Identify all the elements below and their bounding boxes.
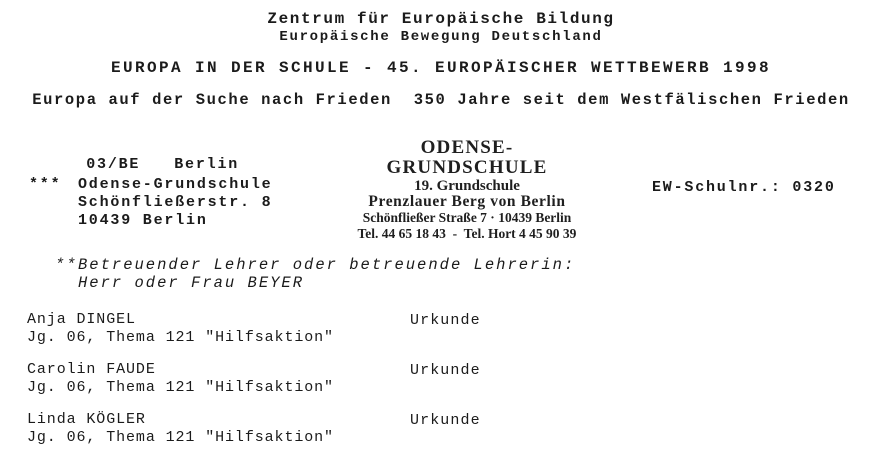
ew-school-number: EW-Schulnr.: 0320 [652,179,836,196]
school-city: 10439 Berlin [78,212,208,229]
student-detail: Jg. 06, Thema 121 "Hilfsaktion" [27,329,334,346]
student-name: Anja DINGEL [27,311,136,328]
school-marker: *** [29,176,62,193]
student-award: Urkunde [410,362,481,379]
student-name: Carolin FAUDE [27,361,156,378]
region-code: 03/BE [86,156,141,173]
teacher-note-line1: Betreuender Lehrer oder betreuende Lehrerin: [78,256,576,274]
stamp-district: Prenzlauer Berg von Berlin [368,193,566,210]
org-name-line2: Europäische Bewegung Deutschland [279,29,603,45]
teacher-note-line2: Herr oder Frau BEYER [78,274,305,292]
document-subtitle: Europa auf der Suche nach Frieden 350 Jahre seit dem Westfälischen Frieden [32,91,850,109]
school-street: Schönfließerstr. 8 [78,194,273,211]
stamp-address: Schönfließer Straße 7 · 10439 Berlin [362,210,572,225]
student-award: Urkunde [410,412,481,429]
region-name: Berlin [174,156,240,173]
student-detail: Jg. 06, Thema 121 "Hilfsaktion" [27,379,334,396]
student-name: Linda KÖGLER [27,411,146,428]
stamp-phone: Tel. 44 65 18 43 - Tel. Hort 4 45 90 39 [357,225,577,241]
school-rubber-stamp [350,138,584,241]
student-detail: Jg. 06, Thema 121 "Hilfsaktion" [27,429,334,446]
document-title: EUROPA IN DER SCHULE - 45. EUROPÄISCHER WETTBEWERB 1998 [110,59,772,77]
teacher-marker: ** [55,256,78,274]
student-award: Urkunde [410,312,481,329]
school-name: Odense-Grundschule [78,176,273,193]
stamp-school-name: ODENSE-GRUNDSCHULE [386,137,548,178]
org-name-line1: Zentrum für Europäische Bildung [267,10,615,28]
stamp-school-type: 19. Grundschule [414,178,520,194]
